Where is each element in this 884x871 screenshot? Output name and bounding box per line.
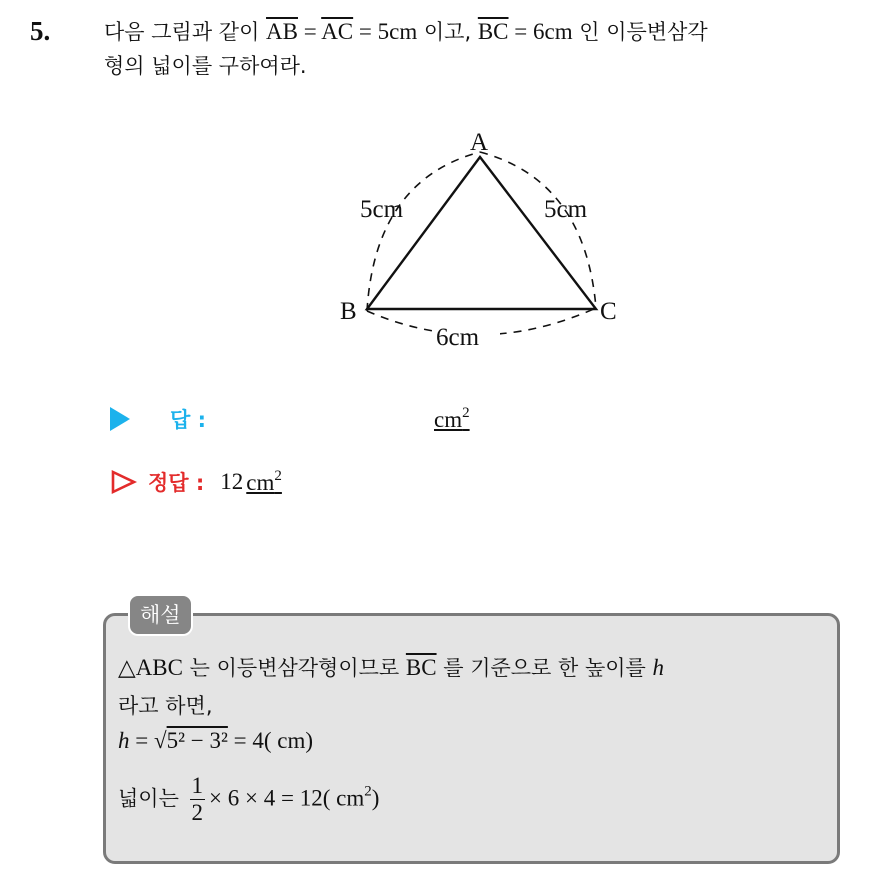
- triangle-abc-symbol: △ABC: [118, 655, 183, 680]
- solution-line-4-close: ): [371, 785, 380, 811]
- correct-answer-label: 정답 :: [148, 471, 205, 495]
- sqrt-symbol: √: [153, 728, 167, 753]
- question-text-prefix: 다음 그림과 같이: [104, 20, 267, 44]
- fraction-one-half: [190, 773, 206, 826]
- question-line-2: 형의 넓이를 구하여라.: [104, 54, 307, 78]
- solution-segment-bc: $\overline{BC}$: [405, 655, 437, 680]
- fraction-denominator: 2: [191, 800, 204, 825]
- solution-line-4-expression: × 6 × 4 = 12( cm: [209, 785, 365, 811]
- side-label-ab: 5cm: [360, 196, 404, 223]
- solution-line-4-exponent: 2: [364, 783, 372, 800]
- triangle-figure: [330, 120, 640, 360]
- side-label-bc: 6cm: [436, 324, 480, 351]
- segment-ab: $\overline{AB}$: [266, 19, 298, 44]
- solution-line-4: [118, 773, 379, 826]
- solution-height-var: h: [652, 655, 665, 680]
- correct-answer-unit: [246, 468, 282, 496]
- question-text-suffix: 인 이등변삼각: [572, 20, 708, 44]
- correct-answer-unit-base: cm: [246, 470, 275, 495]
- answer-unit-base: cm: [434, 407, 463, 432]
- outline-triangle-icon: [110, 469, 138, 495]
- sqrt-radicand: 5² − 3²: [166, 728, 228, 753]
- solution-tag: 해설: [128, 594, 193, 636]
- question-line-1: [104, 15, 874, 49]
- solution-line-1-text-b: 를 기준으로 한 높이를: [436, 656, 653, 680]
- answer-row: [110, 404, 470, 434]
- play-triangle-icon: [110, 407, 130, 431]
- answer-label: 답 :: [170, 408, 206, 432]
- question-number: 5.: [30, 16, 51, 46]
- vertex-label-c: C: [600, 298, 617, 325]
- solution-line-1: [118, 652, 664, 682]
- answer-unit: [434, 405, 470, 433]
- answer-unit-exponent: 2: [462, 405, 470, 421]
- question-text: [104, 15, 874, 83]
- equals-length-1: = 5cm: [353, 19, 418, 44]
- question-text-mid: 이고,: [417, 20, 478, 44]
- solution-h-var: h: [118, 728, 130, 753]
- fraction-numerator: 1: [191, 773, 204, 798]
- side-label-ac: 5cm: [544, 196, 588, 223]
- solution-line-2: 라고 하면,: [118, 694, 213, 718]
- vertex-label-a: A: [470, 129, 489, 156]
- correct-answer-unit-exponent: 2: [274, 468, 282, 484]
- solution-line-3-result: = 4( cm): [227, 728, 314, 753]
- segment-bc: $\overline{BC}$: [477, 19, 509, 44]
- solution-line-1-text-a: 는 이등변삼각형이므로: [182, 656, 406, 680]
- vertex-label-b: B: [340, 298, 357, 325]
- equals-1: =: [297, 19, 322, 44]
- correct-answer-value: 12: [220, 469, 244, 494]
- solution-line-4-prefix: 넓이는: [118, 786, 186, 811]
- segment-ac: $\overline{AC}$: [321, 19, 354, 44]
- solution-line-3-equals: =: [129, 728, 154, 753]
- triangle-abc: [367, 157, 596, 309]
- correct-answer-row: [110, 467, 282, 497]
- solution-line-3: [118, 728, 313, 754]
- equals-length-2: = 6cm: [508, 19, 573, 44]
